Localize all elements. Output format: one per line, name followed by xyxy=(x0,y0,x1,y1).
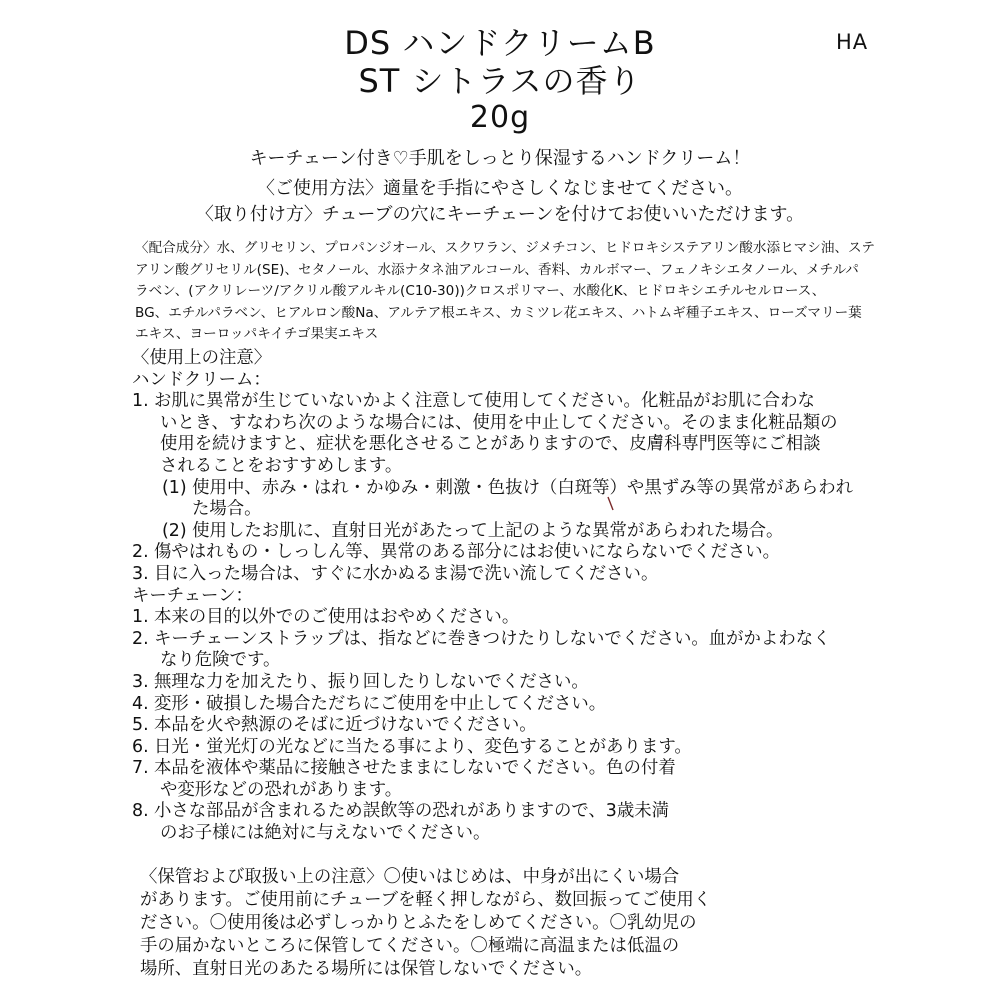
list-item xyxy=(132,629,892,651)
item-number: 3. xyxy=(132,671,149,692)
item-text: 無理な力を加えたり、振り回したりしないでください。 xyxy=(154,671,589,692)
ingredients-line: BG、エチルパラベン、ヒアルロン酸Na、アルテア根エキス、カミツレ花エキス、ハトムギ種子エキス、ローズマリー葉 xyxy=(135,304,862,321)
caution-heading: 〈使用上の注意〉 xyxy=(132,348,272,368)
hand-cream-heading: ハンドクリーム： xyxy=(132,369,271,390)
item-text: 小さな部品が含まれるため誤飲等の恐れがありますので、3歳未満 xyxy=(154,801,670,822)
key-chain-heading: キーチェーン： xyxy=(132,585,253,606)
item-text: 本品を液体や薬品に接触させたままにしないでください。色の付着 xyxy=(154,758,676,779)
usage-block xyxy=(0,176,1000,228)
item-number: 8. xyxy=(132,801,149,822)
item-number: 2. xyxy=(132,542,149,563)
item-text: 目に入った場合は、すぐに水かぬるま湯で洗い流してください。 xyxy=(154,563,659,584)
usage-attach: 〈取り付け方〉チューブの穴にキーチェーンを付けてお使いいただけます。 xyxy=(195,204,805,225)
ingredients-line: 〈配合成分〉水、グリセリン、プロパンジオール、スクワラン、ジメチコン、ヒドロキシステアリン酸水添ヒマシ油、ステ xyxy=(135,240,875,256)
storage-line: 〈保管および取扱い上の注意〉〇使いはじめは、中身が出にくい場合 xyxy=(140,867,680,887)
item-number: 1. xyxy=(132,391,149,412)
item-number: 3. xyxy=(132,563,149,584)
item-text: 傷やはれもの・しっしん等、異常のある部分にはお使いにならないでください。 xyxy=(154,542,781,563)
tagline: キーチェーン付き♡手肌をしっとり保湿するハンドクリーム！ xyxy=(249,148,751,169)
item-text: 日光・蛍光灯の光などに当たる事により、変色することがあります。 xyxy=(154,736,692,757)
item-number: 7. xyxy=(132,758,149,779)
sub-item: (2) 使用したお肌に、直射日光があたって上記のような異常があらわれた場合。 xyxy=(162,520,784,541)
storage-line: 場所、直射日光のあたる場所には保管しないでください。 xyxy=(140,959,593,979)
item-number: 5. xyxy=(132,715,149,736)
ingredients-line: アリン酸グリセリル(SE)、セタノール、水添ナタネ油アルコール、香料、カルボマー、フェノキシエタノール、メチルパ xyxy=(135,261,859,278)
item-text: 本品を火や熱源のそばに近づけないでください。 xyxy=(154,715,537,736)
list-item xyxy=(132,542,892,564)
list-item xyxy=(132,564,892,586)
item-text: お肌に異常が生じていないかよく注意して使用してください。化粧品がお肌に合わな xyxy=(154,391,815,412)
pen-mark xyxy=(606,496,616,512)
item-text-continued: 使用を続けますと、症状を悪化させることがありますので、皮膚科専門医等にご相談 xyxy=(160,434,821,455)
caution-block xyxy=(132,348,892,845)
storage-line: 手の届かないところに保管してください。〇極端に高温または低温の xyxy=(140,936,680,956)
storage-line: があります。ご使用前にチューブを軽く押しながら、数回振ってご使用く xyxy=(140,890,712,910)
item-text-continued: いとき、すなわち次のような場合には、使用を中止してください。そのまま化粧品類の xyxy=(160,412,838,433)
item-number: 2. xyxy=(132,628,149,649)
item-text: キーチェーンストラップは、指などに巻きつけたりしないでください。血がかよわなく xyxy=(154,628,831,649)
product-scent: ST シトラスの香り xyxy=(358,62,642,100)
item-text-continued: や変形などの恐れがあります。 xyxy=(160,779,403,800)
product-code: HA xyxy=(836,30,869,54)
sub-item-continued: た場合。 xyxy=(192,499,262,520)
list-item xyxy=(132,715,892,737)
list-item xyxy=(132,737,892,759)
list-item xyxy=(132,391,892,413)
list-item xyxy=(132,694,892,716)
storage-notes xyxy=(140,866,900,981)
item-text-continued: のお子様には絶対に与えないでください。 xyxy=(160,823,491,844)
item-number: 1. xyxy=(132,607,149,628)
list-item xyxy=(132,672,892,694)
product-weight: 20g xyxy=(469,100,531,135)
item-text: 本来の目的以外でのご使用はおやめください。 xyxy=(154,607,520,628)
title-block xyxy=(300,24,700,136)
list-item xyxy=(132,801,892,823)
list-item xyxy=(132,758,892,780)
item-text-continued: されることをおすすめします。 xyxy=(160,455,403,476)
item-number: 4. xyxy=(132,693,149,714)
item-text: 変形・破損した場合ただちにご使用を中止してください。 xyxy=(154,693,607,714)
list-item xyxy=(132,607,892,629)
product-name: DS ハンドクリームB xyxy=(344,24,656,62)
usage-howto: 〈ご使用方法〉適量を手指にやさしくなじませてください。 xyxy=(257,178,743,199)
ingredients-line: ラベン、(アクリレーツ/アクリル酸アルキル(C10-30))クロスポリマー、水酸化K、ヒドロキシエチルセルロース、 xyxy=(135,283,826,299)
ingredients-block xyxy=(135,238,880,346)
storage-line: ださい。〇使用後は必ずしっかりとふたをしめてください。〇乳幼児の xyxy=(140,913,697,933)
sub-item: (1) 使用中、赤み・はれ・かゆみ・刺激・色抜け（白斑等）や黒ずみ等の異常があらわれ xyxy=(162,477,854,498)
item-number: 6. xyxy=(132,736,149,757)
item-text-continued: なり危険です。 xyxy=(160,650,281,671)
ingredients-line: エキス、ヨーロッパキイチゴ果実エキス xyxy=(135,326,379,342)
